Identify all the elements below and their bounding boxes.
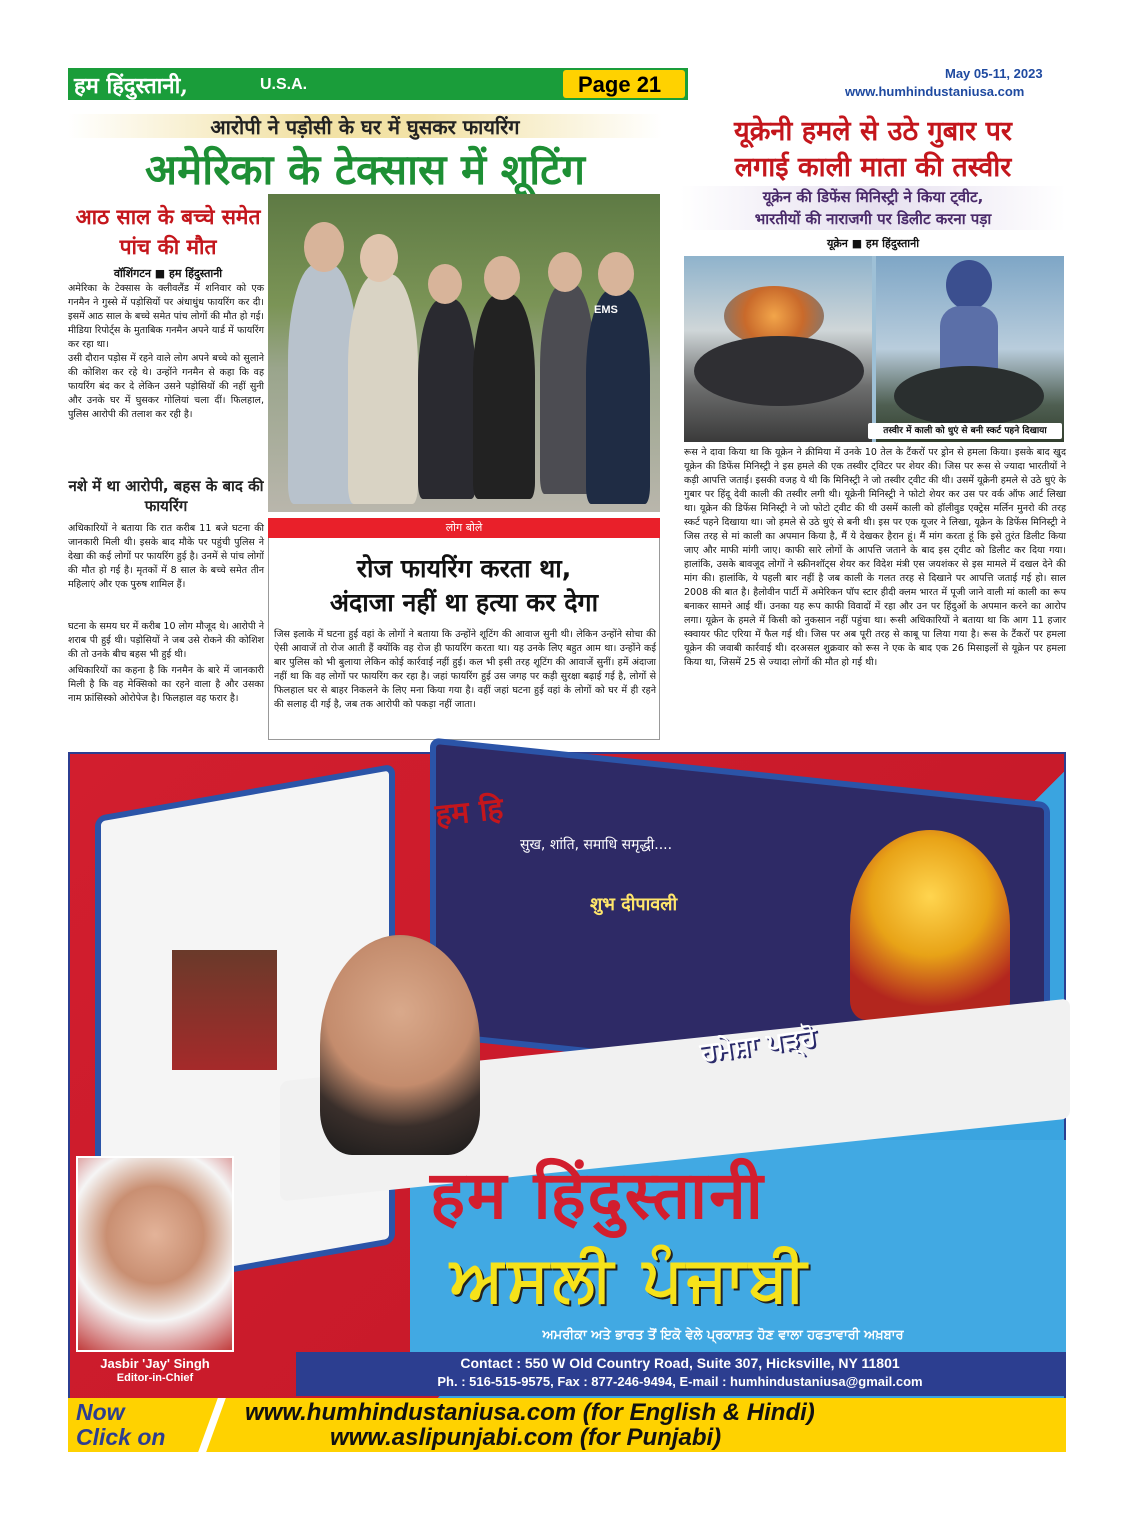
texas-paragraph: अमेरिका के टेक्सास के क्लीवलैंड में शनिवार को एक गनमैन ने गुस्से में पड़ोसियों पर अंधाधुंध फायरिंग कर दी। इसमें आठ साल के बच्चे समेत पांच लोगों की मौत हो गई। मीडिया रिपोर्ट्स के मुताबिक गनमैन अपने यार्ड में फायरिंग कर रहा था। xyxy=(68,283,264,350)
ad-brand-hindi: हम हिंदुस्तानी xyxy=(430,1156,765,1234)
masthead-country: U.S.A. xyxy=(260,76,308,93)
now-click-line: Now xyxy=(76,1399,125,1425)
ad-description: ਅਮਰੀਕਾ ਅਤੇ ਭਾਰਤ ਤੋਂ ਇਕੋ ਵੇਲੇ ਪ੍ਰਕਾਸ਼ਤ ਹੋਣ ਵਾਲਾ ਹਫਤਾਵਾਰੀ ਅਖ਼ਬਾਰ xyxy=(542,1328,904,1343)
portrait-photo xyxy=(320,935,480,1155)
editor-photo xyxy=(76,1156,234,1352)
ukraine-body: रूस ने दावा किया था कि यूक्रेन ने क्रीमिया में उनके 10 तेल के टैंकरों पर ड्रोन से हमला किया। इसके बाद खुद यूक्रेन की डिफेंस मिनिस्ट्री ने इस हमले की एक तस्वीर ट्विटर पर शेयर की। जिस पर रूस से ज्यादा भारतीयों ने कड़ी आपत्ति जताई। इसकी वजह ये थी कि मिनिस्ट्री ने जो तस्वीर ट्वीट की थी। उसमें यूक्रेनी हमले से उठे धुएं के गुबार पर हिंदू देवी काली की तस्वीर लगी थी। यूक्रेनी मिनिस्ट्री ने फोटो शेयर कर उस पर वर्क ऑफ आर्ट लिखा था। यूक्रेन की डिफेंस मिनिस्ट्री ने जो फोटो ट्वीट की थी उसमें काली को हॉलीवुड एक्ट्रेस मर्लिन मुनरो की तरह स्कर्ट पहने दिखाया था। जो हमले से उठे धुएं से बनी थी। इस पर एक यूजर ने लिखा, यूक्रेन के डिफेंस मिनिस्ट्री ने जिस तरह से मां काली का अपमान किया है, मैं ये देखकर हैरान हूं। मैं मांग करता हूं कि इसे तुरंत डिलीट किया जाए और माफी मांगी जाए। काफी सारे लोगों के आपत्ति जताने के बाद इस ट्वीट को डिलीट कर दिया गया। हालांकि, उसके बावजूद लोगों ने स्क्रीनशॉट्स शेयर कर विदेश मंत्री एस जयशंकर से इस मामले में दखल देने की मांग की। हालांकि, ये पहली बार नहीं है जब काली के गलत तरह से दिखाने पर आपत्ति जताई गई हो। साल 2008 की बात है। हैलोवीन पार्टी में अमेरिकन पॉप स्टार हीदी क्लम भारत में पूजी जाने वाली मां काली का रूप बनाकर सामने आई थीं। उनका यह रूप काफी विवादों में रहा और उन पर हिंदुओं के अपमान करने का आरोप लगा। यूक्रेन के हमले में किसी को नुकसान नहीं पहुंचा था। रूसी अधिकारियों ने बताया था कि आग 11 हजार स्क्वायर फीट एरिया में फैल गई थी। जिस पर अब पूरी तरह से काबू पा लिया गया है। रूस के टैंकरों पर हमला यूक्रेन की जवाबी कार्रवाई थी। दरअसल शुक्रवार को रूस ने एक के बाद एक 26 मिसाइलों से यूक्रेन पर हमला किया था, जिसमें 25 से ज्यादा लोगों की मौत हो गई थी। xyxy=(684,447,1066,668)
ukraine-dateline: यूक्रेन ■ हम हिंदुस्तानी xyxy=(826,237,920,250)
site-url-link[interactable]: www.humhindustaniusa.com xyxy=(845,84,1025,99)
quote-headline-line: अंदाजा नहीं था हत्या कर देगा xyxy=(329,588,599,617)
cover-diwali: शुभ दीपावली xyxy=(590,894,678,915)
now-click-label xyxy=(76,1400,165,1450)
ad-tagline: ਹਮੇਸ਼ਾ ਪੜ੍ਹੋ xyxy=(698,1022,819,1068)
quote-headline-line: रोज फायरिंग करता था, xyxy=(356,554,572,583)
contact-address: Contact : 550 W Old Country Road, Suite 307, Hicksville, NY 11801 xyxy=(460,1355,900,1371)
ukraine-sub-line: यूक्रेन की डिफेंस मिनिस्ट्री ने किया ट्वीट, xyxy=(762,188,984,206)
vest-label: EMS xyxy=(594,304,618,316)
texas-kicker: आरोपी ने पड़ोसी के घर में घुसकर फायरिंग xyxy=(210,115,520,139)
texas-paragraph: अधिकारियों ने बताया कि रात करीब 11 बजे घटना की जानकारी मिली थी। इसके बाद मौके पर पहुंची पुलिस ने देखा की कई लोगों पर फायरिंग हुई है। उनमें से पांच लोगों की मौत हो गई है। मृतकों में 8 साल के बच्चे समेत तीन महिलाएं और एक पुरुष शामिल हैं। xyxy=(68,523,264,590)
cover-greeting: सुख, शांति, समाधि समृद्धी.... xyxy=(520,837,673,853)
quote-body: जिस इलाके में घटना हुई वहां के लोगों ने बताया कि उन्होंने शूटिंग की आवाज सुनी थी। लेकिन उन्होंने सोचा की ऐसी आवाजें तो रोज आती हैं क्योंकि वह रोज ही फायरिंग करता था। यह उनके लिए बहुत आम था। उन्होंने कई बार पुलिस को भी बुलाया लेकिन कोई कार्रवाई नहीं हुई। कल भी इसी तरह शूटिंग की आवाजें सुनीं। हमें अंदाजा नहीं था कि वह लोगों पर फायरिंग कर रहा है। जहां फायरिंग हुई उस जगह पर कड़ी सुरक्षा बढ़ाई गई है, लोगों से फिलहाल घर से बाहर निकलने के लिए मना किया गया है। वहीं जहां घटना हुई वहां के लोगों को घर में ही रहने की सलाह दी गई है, जब तक आरोपी को पकड़ा नहीं जाता। xyxy=(274,629,656,710)
texas-subheadline: आठ साल के बच्चे समेत पांच की मौत xyxy=(75,205,261,259)
ukraine-sub-line: भारतीयों की नाराजगी पर डिलीट करना पड़ा xyxy=(754,210,992,228)
texas-crosshead: नशे में था आरोपी, बहस के बाद की फायरिंग xyxy=(68,477,264,515)
shooting-scene-photo xyxy=(268,194,660,512)
texas-paragraph: अधिकारियों का कहना है कि गनमैन के बारे में जानकारी मिली है कि वह मेक्सिको का रहने वाला है और उसका नाम फ्रांसिस्को ओरोपेज है। फिलहाल वह फरार है। xyxy=(68,665,264,704)
now-click-line: Click on xyxy=(76,1424,166,1450)
contact-phone-email: Ph. : 516-515-9575, Fax : 877-246-9494, E-mail : humhindustaniusa@gmail.com xyxy=(437,1374,923,1389)
english-site-link[interactable]: www.humhindustaniusa.com (for English & Hindi) xyxy=(245,1399,815,1426)
texas-headline: अमेरिका के टेक्सास में शूटिंग xyxy=(145,145,585,194)
punjabi-site-link[interactable]: www.aslipunjabi.com (for Punjabi) xyxy=(330,1424,722,1451)
masthead-title: हम हिंदुस्तानी, xyxy=(74,73,188,99)
quote-tag: लोग बोले xyxy=(445,521,483,534)
editor-name: Jasbir 'Jay' Singh xyxy=(100,1356,210,1371)
texas-dateline: वॉशिंगटन ■ हम हिंदुस्तानी xyxy=(113,267,223,280)
ukraine-headline-line: यूक्रेनी हमले से उठे गुबार पर xyxy=(734,116,1012,147)
kali-smoke-photo xyxy=(684,256,1064,442)
quote-headline xyxy=(270,552,658,620)
cover-masthead: हम हि xyxy=(433,791,505,834)
photo-caption: तस्वीर में काली को धुएं से बनी स्कर्ट पहने दिखाया xyxy=(868,423,1062,439)
speaker-photo xyxy=(172,950,277,1070)
issue-date: May 05-11, 2023 xyxy=(945,66,1043,81)
ukraine-headline xyxy=(680,114,1066,186)
ad-brand-punjabi: ਅਸਲੀ ਪੰਜਾਬੀ xyxy=(450,1242,811,1315)
lakshmi-image xyxy=(850,830,1010,1020)
ukraine-subheadline xyxy=(680,186,1066,230)
page-number: Page 21 xyxy=(578,72,662,97)
editor-title: Editor-in-Chief xyxy=(116,1372,194,1384)
ukraine-headline-line: लगाई काली माता की तस्वीर xyxy=(734,152,1012,183)
texas-paragraph: घटना के समय घर में करीब 10 लोग मौजूद थे। आरोपी ने शराब पी हुई थी। पड़ोसियों ने जब उसे रोकने की कोशिश की तो उनके बीच बहस भी हुई थी। xyxy=(68,621,264,660)
texas-paragraph: उसी दौरान पड़ोस में रहने वाले लोग अपने बच्चे को सुलाने की कोशिश कर रहे थे। उन्होंने गनमैन से कहा कि वह फायरिंग बंद कर दे लेकिन उसने पड़ोसियों की नहीं सुनी और उनके घर में घुसकर गोलियां चला दीं। फिलहाल, पुलिस आरोपी की तलाश कर रही है। xyxy=(68,353,264,420)
